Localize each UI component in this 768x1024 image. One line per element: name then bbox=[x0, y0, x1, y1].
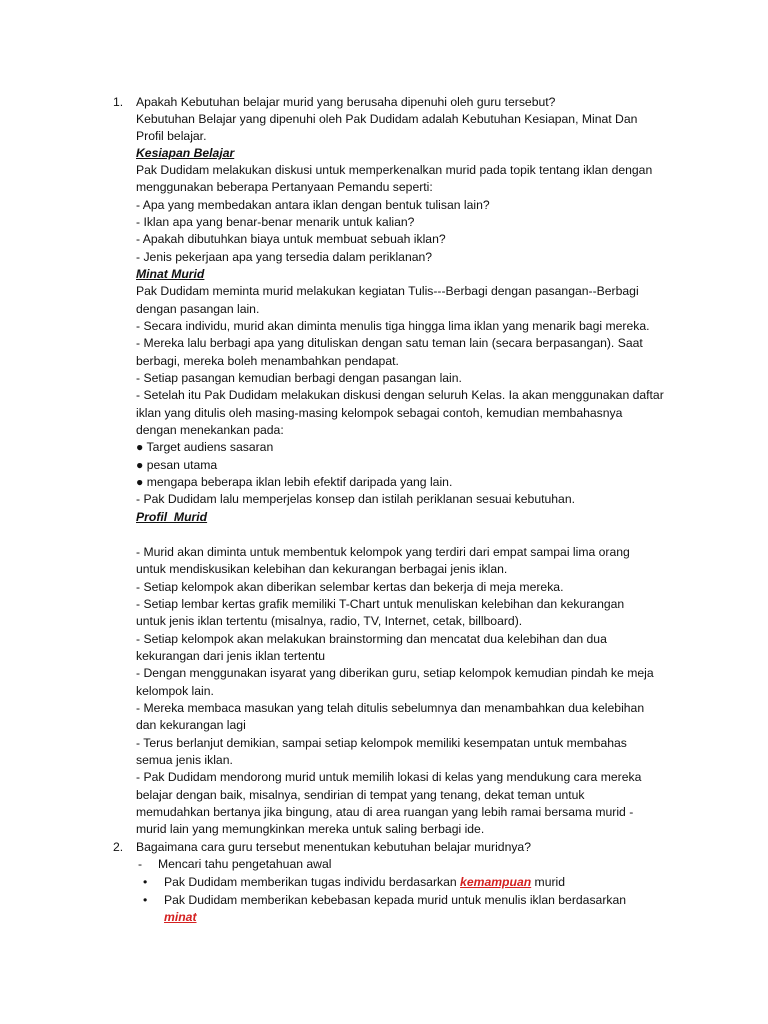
q2-subpoint: Mencari tahu pengetahuan awal bbox=[158, 857, 332, 871]
profil-line: - Dengan menggunakan isyarat yang diberikan guru, setiap kelompok kemudian pindah ke meja bbox=[136, 666, 654, 680]
minat-line: dengan menekankan pada: bbox=[136, 423, 284, 437]
bullet-icon: • bbox=[143, 893, 148, 907]
kesiapan-line: - Apakah dibutuhkan biaya untuk membuat sebuah iklan? bbox=[136, 232, 446, 246]
q1-answer-line-1: Kebutuhan Belajar yang dipenuhi oleh Pak Dudidam adalah Kebutuhan Kesiapan, Minat Dan bbox=[136, 112, 638, 126]
minat-line: berbagi, mereka boleh menambahkan pendapat. bbox=[136, 354, 399, 368]
profil-line: semua jenis iklan. bbox=[136, 753, 233, 767]
profil-line: dan kekurangan lagi bbox=[136, 718, 246, 732]
q2-bullet-1 bbox=[164, 875, 565, 890]
minat-line: - Setelah itu Pak Dudidam melakukan diskusi dengan seluruh Kelas. Ia akan menggunakan daftar bbox=[136, 388, 664, 402]
minat-list-item: ● mengapa beberapa iklan lebih efektif daripada yang lain. bbox=[136, 475, 453, 489]
profil-line: - Pak Dudidam mendorong murid untuk memilih lokasi di kelas yang mendukung cara mereka bbox=[136, 770, 642, 784]
profil-line: kelompok lain. bbox=[136, 684, 214, 698]
profil-line: - Mereka membaca masukan yang telah ditulis sebelumnya dan menambahkan dua kelebihan bbox=[136, 701, 645, 715]
q1-question: Apakah Kebutuhan belajar murid yang berusaha dipenuhi oleh guru tersebut? bbox=[136, 95, 556, 109]
minat-line: Pak Dudidam meminta murid melakukan kegiatan Tulis---Berbagi dengan pasangan--Berbagi bbox=[136, 284, 639, 298]
kesiapan-heading: Kesiapan Belajar bbox=[136, 146, 235, 160]
profil-line: belajar dengan baik, misalnya, sendirian di tempat yang tenang, dekat teman untuk bbox=[136, 788, 585, 802]
q2-number: 2. bbox=[113, 840, 124, 854]
kesiapan-line: - Iklan apa yang benar-benar menarik untuk kalian? bbox=[136, 215, 415, 229]
q2-question: Bagaimana cara guru tersebut menentukan kebutuhan belajar muridnya? bbox=[136, 840, 531, 854]
kesiapan-line: menggunakan beberapa Pertanyaan Pemandu seperti: bbox=[136, 180, 433, 194]
minat-line: - Pak Dudidam lalu memperjelas konsep dan istilah periklanan sesuai kebutuhan. bbox=[136, 492, 575, 506]
kemampuan-emphasis: kemampuan bbox=[460, 875, 532, 889]
minat-emphasis: minat bbox=[164, 910, 197, 924]
q1-number: 1. bbox=[113, 95, 124, 109]
profil-line: - Terus berlanjut demikian, sampai setiap kelompok memiliki kesempatan untuk membahas bbox=[136, 736, 627, 750]
bullet-icon: • bbox=[143, 875, 148, 889]
minat-line: iklan yang ditulis oleh masing-masing kelompok sebagai contoh, kemudian membahasnya bbox=[136, 406, 623, 420]
q2-bullet-2: Pak Dudidam memberikan kebebasan kepada murid untuk menulis iklan berdasarkan bbox=[164, 893, 627, 907]
profil-line: - Setiap kelompok akan melakukan brainstorming dan mencatat dua kelebihan dan dua bbox=[136, 632, 607, 646]
profil-line: memudahkan bertanya jika bingung, atau di area ruangan yang lebih ramai bersama murid - bbox=[136, 805, 634, 819]
q2-dash: - bbox=[138, 857, 143, 871]
profil-line: kekurangan dari jenis iklan tertentu bbox=[136, 649, 326, 663]
kesiapan-line: Pak Dudidam melakukan diskusi untuk memperkenalkan murid pada topik tentang iklan dengan bbox=[136, 163, 653, 177]
profil-line: - Murid akan diminta untuk membentuk kelompok yang terdiri dari empat sampai lima orang bbox=[136, 545, 630, 559]
profil-line: - Setiap lembar kertas grafik memiliki T-Chart untuk menuliskan kelebihan dan kekurangan bbox=[136, 597, 625, 611]
minat-list-item: ● Target audiens sasaran bbox=[136, 440, 274, 454]
kesiapan-line: - Jenis pekerjaan apa yang tersedia dalam periklanan? bbox=[136, 250, 433, 264]
q1-answer-line-2: Profil belajar. bbox=[136, 129, 207, 143]
profil-line: murid lain yang memungkinkan mereka untuk saling berbagi ide. bbox=[136, 822, 485, 836]
profil-line: - Setiap kelompok akan diberikan selembar kertas dan bekerja di meja mereka. bbox=[136, 580, 564, 594]
minat-list-item: ● pesan utama bbox=[136, 458, 218, 472]
minat-line: - Mereka lalu berbagi apa yang dituliskan dengan satu teman lain (secara berpasangan). Saat bbox=[136, 336, 643, 350]
q2-bullet-1-text: Pak Dudidam memberikan tugas individu berdasarkan bbox=[164, 875, 461, 889]
minat-line: - Secara individu, murid akan diminta menulis tiga hingga lima iklan yang menarik bagi mereka. bbox=[136, 319, 650, 333]
minat-line: dengan pasangan lain. bbox=[136, 302, 260, 316]
profil-line: untuk jenis iklan tertentu (misalnya, radio, TV, Internet, cetak, billboard). bbox=[136, 614, 523, 628]
kesiapan-line: - Apa yang membedakan antara iklan dengan bentuk tulisan lain? bbox=[136, 198, 490, 212]
minat-heading: Minat Murid bbox=[136, 267, 205, 281]
profil-line: untuk mendiskusikan kelebihan dan kekurangan berbagai jenis iklan. bbox=[136, 562, 508, 576]
profil-heading: Profil Murid bbox=[136, 510, 208, 524]
q2-bullet-1-tail: murid bbox=[531, 875, 566, 889]
minat-line: - Setiap pasangan kemudian berbagi dengan pasangan lain. bbox=[136, 371, 462, 385]
